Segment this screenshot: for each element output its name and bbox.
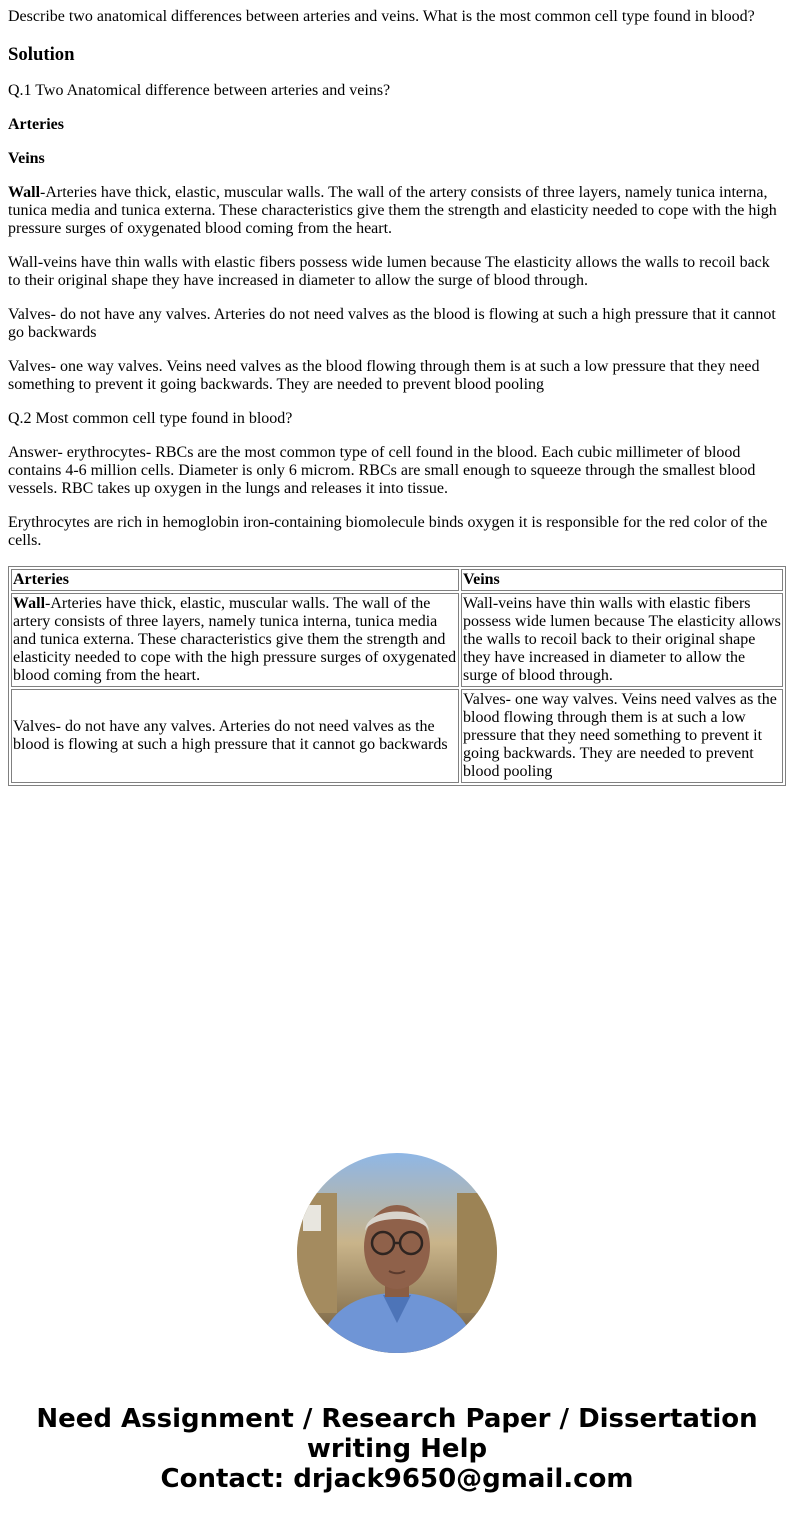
table-cell-arteries-valves: Valves- do not have any valves. Arteries do not need valves as the blood is flowing at such a high pressure that it cannot go backwards: [11, 689, 459, 783]
promo-banner: [0, 1404, 794, 1494]
table-cell-veins-valves: Valves- one way valves. Veins need valves as the blood flowing through them is at such a low pressure that they need something to prevent it going backwards. They are needed to prevent blood pooling: [461, 689, 783, 783]
q1-text: Q.1 Two Anatomical difference between arteries and veins?: [8, 82, 391, 99]
avatar: [297, 1153, 497, 1353]
table-cell-arteries-wall: [11, 593, 459, 687]
arteries-heading: Arteries: [8, 116, 64, 133]
veins-wall-paragraph: Wall-veins have thin walls with elastic fibers possess wide lumen because The elasticity allows the walls to recoil back to their original shape they have increased in diameter to allow the surge of blood through.: [8, 254, 770, 289]
promo-line-2: writing Help: [306, 1434, 488, 1464]
arteries-wall-text: -Arteries have thick, elastic, muscular walls. The wall of the artery consists of three layers, namely tunica interna, tunica media and tunica externa. These characteristics give them the strength and elasticity needed to cope with the high pressure surges of oxygenated blood coming from the heart.: [8, 184, 777, 237]
tutor-avatar-icon: [297, 1153, 497, 1353]
table-header-row: [11, 569, 783, 591]
solution-heading: Solution: [8, 44, 75, 65]
table-row: [11, 689, 783, 783]
table-cell-wall-label: Wall: [13, 595, 46, 612]
veins-heading: Veins: [8, 150, 45, 167]
arteries-wall-label: Wall: [8, 184, 41, 201]
erythrocytes-note: Erythrocytes are rich in hemoglobin iron-containing biomolecule binds oxygen it is responsible for the red color of the cells.: [8, 514, 768, 549]
table-row: [11, 593, 783, 687]
q2-text: Q.2 Most common cell type found in blood?: [8, 410, 293, 427]
veins-valves-paragraph: Valves- one way valves. Veins need valves as the blood flowing through them is at such a low pressure that they need something to prevent it going backwards. They are needed to prevent blood pooling: [8, 358, 760, 393]
answer-paragraph: Answer- erythrocytes- RBCs are the most common type of cell found in the blood. Each cubic millimeter of blood contains 4-6 million cells. Diameter is only 6 microm. RBCs are small enough to squeeze through the smallest blood vessels. RBC takes up oxygen in the lungs and releases it into tissue.: [8, 444, 756, 497]
promo-line-1: Need Assignment / Research Paper / Dissertation: [36, 1404, 758, 1434]
comparison-table: [8, 566, 786, 786]
arteries-wall-paragraph: [8, 184, 786, 238]
promo-contact: Contact: drjack9650@gmail.com: [160, 1464, 634, 1494]
table-cell-veins-wall: Wall-veins have thin walls with elastic fibers possess wide lumen because The elasticity allows the walls to recoil back to their original shape they have increased in diameter to allow the surge of blood through.: [461, 593, 783, 687]
arteries-valves-paragraph: Valves- do not have any valves. Arteries do not need valves as the blood is flowing at such a high pressure that it cannot go backwards: [8, 306, 776, 341]
question-text: Describe two anatomical differences between arteries and veins. What is the most common cell type found in blood?: [8, 8, 755, 25]
table-header-arteries: Arteries: [11, 569, 459, 591]
table-header-veins: Veins: [461, 569, 783, 591]
table-cell-wall-text: -Arteries have thick, elastic, muscular walls. The wall of the artery consists of three layers, namely tunica interna, tunica media and tunica externa. These characteristics give them the strength and elasticity needed to cope with the high pressure surges of oxygenated blood coming from the heart.: [13, 595, 457, 684]
